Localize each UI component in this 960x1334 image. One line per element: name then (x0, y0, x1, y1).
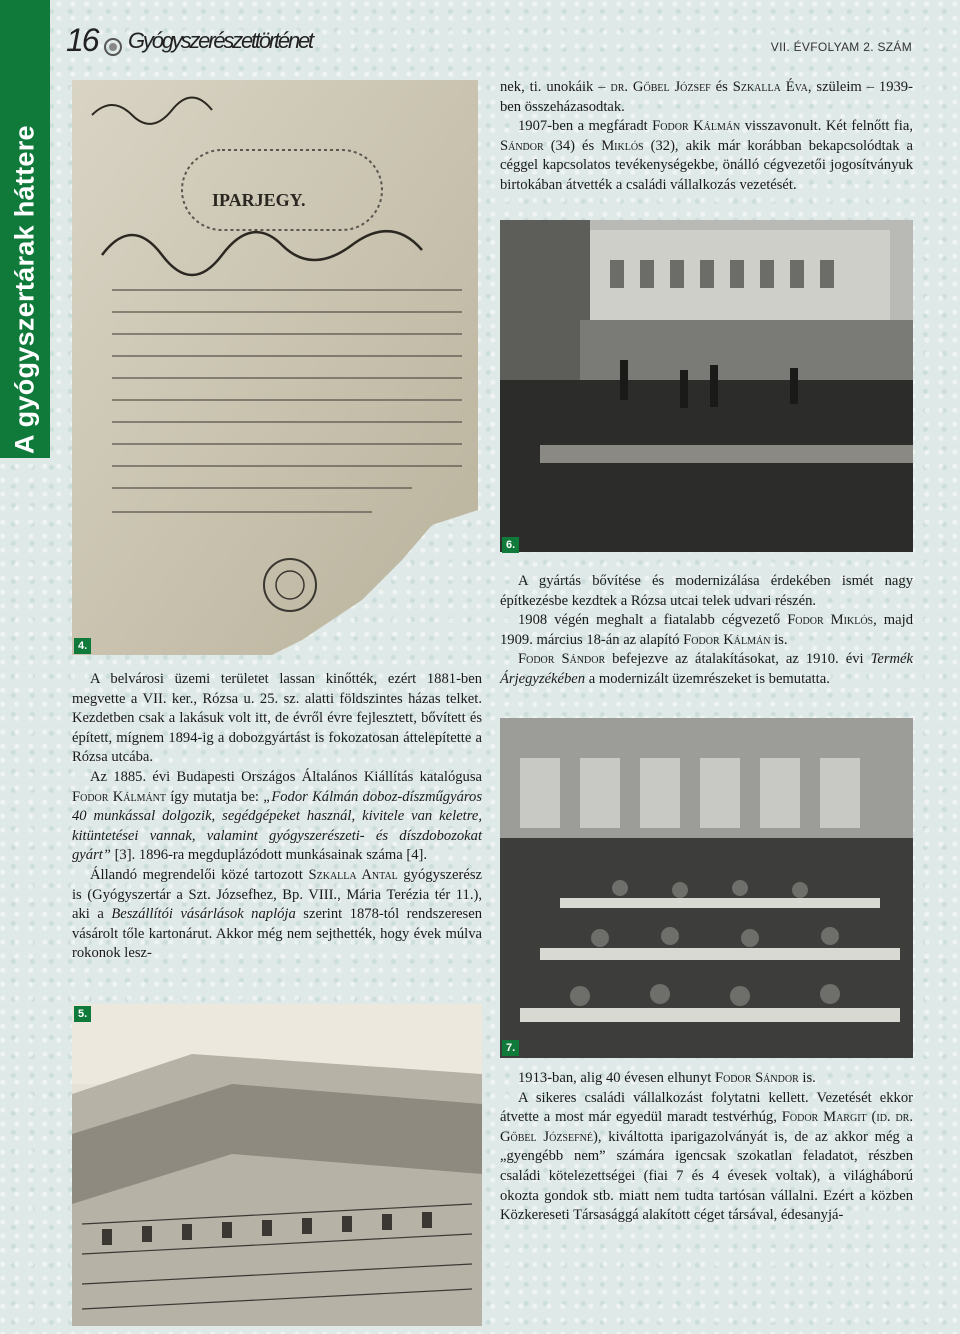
left-column-text (72, 670, 482, 964)
paragraph: Állandó megrendelői közé tartozott Szkalla Antal gyógyszerész is (Gyógyszertár a Szt. Józsefhez, Bp. VIII., Mária Terézia tér 11.), aki a Beszállítói vásárlások naplója szerint 1878-tól rendszeresen vásárolt tőle kartonárut. Akkor még nem sejthették, hogy évek múlva rokonok lesz- (72, 866, 483, 962)
figure-4-document-image (72, 80, 478, 655)
paragraph: Az 1885. évi Budapesti Országos Általános Kiállítás katalógusa Fodor Kálmánt így mutatja be: „Fodor Kálmán doboz-díszműgyáros 40 munkással dolgozik, segédgépeket használ, kivitele van keletre, kitüntetései vannak, valamint gyógyszerészeti- és díszdobozokat gyárt” [3]. 1896-ra megduplázódott munkásainak száma [4]. (72, 768, 482, 864)
page-number: 16 (66, 22, 98, 58)
paragraph: nek, ti. unokáik – dr. Gőbel József és Szkalla Éva, szüleim – 1939-ben összeházasodtak. (500, 79, 913, 115)
figure-5-number: 5. (74, 1006, 91, 1022)
figure-4-number: 4. (74, 638, 91, 654)
paragraph: 1908 végén meghalt a fiatalabb cégvezető Fodor Miklós, majd 1909. március 18-án az alapító Fodor Kálmán is. (500, 612, 913, 648)
paragraph: 1907-ben a megfáradt Fodor Kálmán visszavonult. Két felnőtt fia, Sándor (34) és Miklós (32), akik már korábban bekapcsolódtak a céggel kapcsolatos tevékenységekbe, önálló cégvezetői jogosítványuk birtokában átvették a családi vállalkozás vezetését. (500, 118, 913, 193)
sidebar-band (0, 0, 50, 458)
section-title: Gyógyszerészettörténet (128, 28, 312, 53)
figure-5-factory-illustration (72, 1004, 482, 1326)
paragraph: A sikeres családi vállalkozást folytatni kellett. Vezetését ekkor átvette a most már egyedül maradt testvérhúg, Fodor Margit (id. dr. Gőbel Józsefné), kiváltotta iparigazolványát is, de az akkor még a „gyengébb nem” számára igencsak szokatlan feladatot, részben családi kötelezettségei (fiai 7 és 4 évesek voltak), a világháború okozta gondok stb. miatt nem tudta tartósan vállalni. Ezért a közben Közkereseti Társasággá alakított céget társával, édesanyjá- (500, 1089, 913, 1224)
paragraph: A gyártás bővítése és modernizálása érdekében ismét nagy építkezésbe kezdtek a Rózsa utcai telek udvari részén. (500, 573, 913, 609)
figure-7-workshop-photo (500, 718, 913, 1058)
paragraph: A belvárosi üzemi területet lassan kinőtték, ezért 1881-ben megvette a VII. ker., Rózsa u. 25. sz. alatti földszintes házas telket. Kezdetben csak a lakásuk volt itt, de évről évre fejlesztett, bővített és épített, mígnem 1894-ig a dobozgyártást is fokozatosan áttelepítette a Rózsa utcába. (72, 671, 482, 766)
issue-label: VII. ÉVFOLYAM 2. SZÁM (770, 40, 912, 54)
journal-logo-icon (104, 38, 122, 56)
paragraph: Fodor Sándor befejezve az átalakításokat, az 1910. évi Termék Árjegyzékében a modernizált üzemrészeket is bemutatta. (500, 651, 913, 687)
right-column-middle-text (500, 572, 913, 690)
figure-6-construction-photo (500, 220, 913, 552)
figure-7-number: 7. (502, 1040, 519, 1056)
figure-6-number: 6. (502, 537, 519, 553)
right-column-top-text (500, 78, 913, 196)
sidebar-label: A gyógyszertárak háttere (9, 125, 40, 454)
iparjegy-title: IPARJEGY. (212, 190, 306, 210)
paragraph: 1913-ban, alig 40 évesen elhunyt Fodor Sándor is. (518, 1070, 816, 1086)
right-column-bottom-text (500, 1069, 913, 1226)
